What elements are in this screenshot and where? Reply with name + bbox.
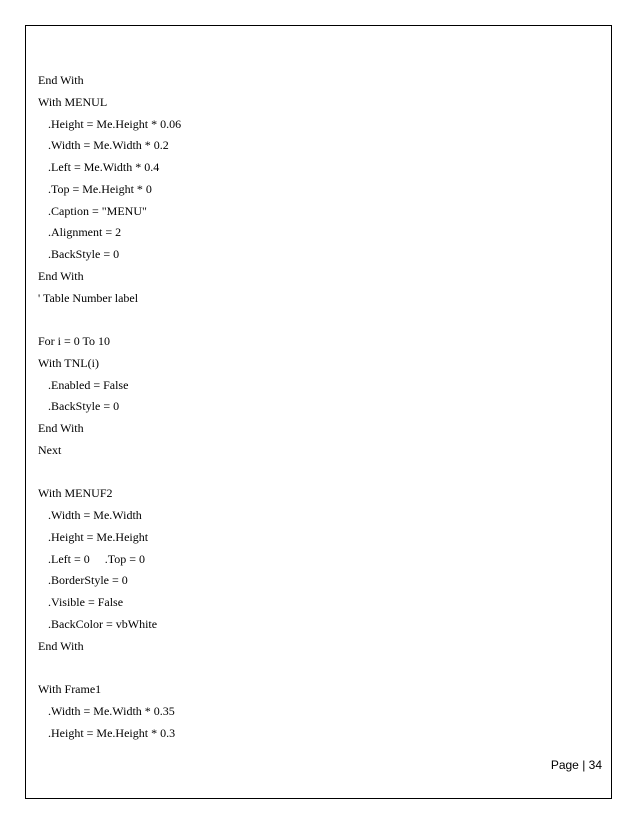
code-line: .BorderStyle = 0 [48, 573, 128, 588]
code-line: .Width = Me.Width * 0.2 [48, 138, 169, 153]
code-line: .Width = Me.Width * 0.35 [48, 703, 175, 718]
code-line: With Frame1 [38, 682, 102, 696]
page-number: Page | 34 [550, 758, 602, 772]
code-line: End With [38, 638, 84, 653]
code-line: .Visible = False [48, 595, 124, 609]
code-line: .BackStyle = 0 [48, 399, 120, 414]
code-line: With MENUF2 [38, 486, 113, 501]
code-line: .Top = Me.Height * 0 [48, 181, 152, 196]
code-line: .Height = Me.Height * 0.06 [48, 116, 182, 131]
blank-line [38, 657, 598, 679]
code-line: .BackStyle = 0 [48, 247, 120, 261]
code-listing [38, 70, 598, 744]
code-line: End With [38, 421, 84, 435]
code-line: ' Table Number label [38, 290, 139, 305]
code-line: .Caption = "MENU" [48, 203, 147, 218]
code-line: .Enabled = False [48, 377, 129, 392]
code-line: .Height = Me.Height [48, 529, 149, 544]
code-line: End With [38, 268, 84, 283]
blank-line [38, 309, 598, 331]
code-line: .Height = Me.Height * 0.3 [48, 725, 176, 740]
code-line: .Left = Me.Width * 0.4 [48, 160, 160, 174]
code-line: With MENUL [38, 94, 108, 109]
code-line: .BackColor = vbWhite [48, 616, 158, 631]
code-line: End With [38, 73, 84, 87]
code-line: .Alignment = 2 [48, 225, 122, 240]
code-line: .Left = 0 .Top = 0 [48, 551, 146, 566]
code-line: Next [38, 442, 62, 457]
code-line: .Width = Me.Width [48, 508, 142, 522]
blank-line [38, 462, 598, 484]
code-line: For i = 0 To 10 [38, 334, 111, 348]
code-line: With TNL(i) [38, 355, 99, 370]
